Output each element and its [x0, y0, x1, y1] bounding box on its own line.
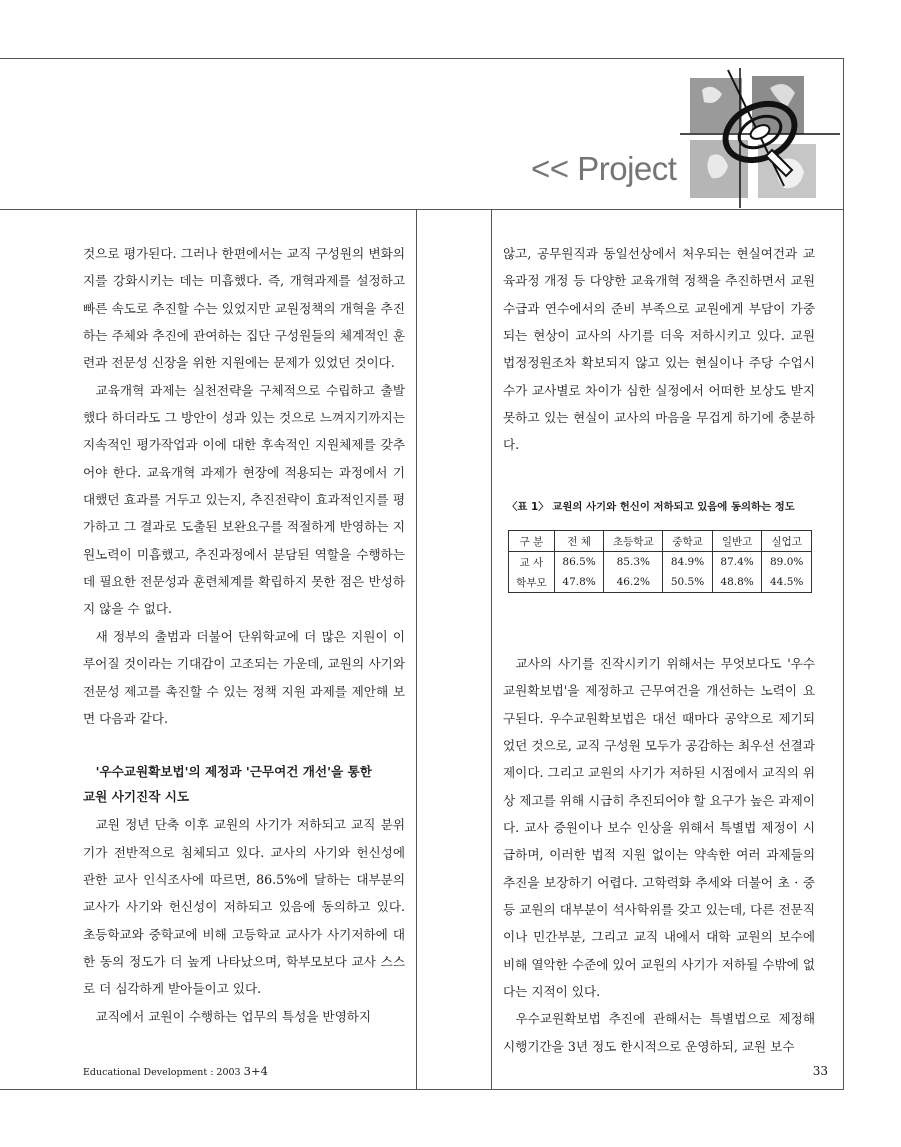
body-paragraph: 새 정부의 출범과 더불어 단위학교에 더 많은 지원이 이루어질 것이라는 기대감이 고조되는 가운데, 교원의 사기와 전문성 제고를 촉진할 수 있는 정책 지원 과제를 제안해 보면 다음과 같다.: [83, 628, 405, 726]
table-cell: 85.3%: [604, 552, 663, 573]
section-heading-line1: '우수교원확보법'의 제정과 '근무여건 개선'을 통한: [95, 764, 372, 780]
footer-publication-text: Educational Development : 2003: [83, 1067, 241, 1078]
table-header-cell: 전 체: [554, 531, 604, 552]
table-cell: 44.5%: [762, 572, 812, 593]
column-divider-left: [416, 209, 417, 1090]
header-right-rule: [843, 58, 844, 210]
table-header-cell: 실업고: [762, 531, 812, 552]
table-row: [509, 572, 812, 593]
table-header-cell: 초등학교: [604, 531, 663, 552]
table-cell: 50.5%: [663, 572, 713, 593]
table-cell: 교 사: [509, 552, 555, 573]
header-bottom-rule: [0, 209, 844, 210]
section-heading-line2: 교원 사기진작 시도: [83, 789, 190, 805]
project-logo-icon: [680, 68, 840, 208]
body-paragraph: 교원 정년 단축 이후 교원의 사기가 저하되고 교직 분위기가 전반적으로 침체되고 있다. 교사의 사기와 헌신성에 관한 교사 인식조사에 따르면, 86.5%에 달하는 대부분의 교사가 사기와 헌신성이 저하되고 있음에 동의하고 있다. 초등학교와 중학교에 비해 고등학교 교사가 사기저하에 대한 동의 정도가 더 높게 나타났으며, 학부모보다 교사 스스로 더 심각하게 받아들이고 있다.: [83, 817, 405, 997]
table-caption: 〈표 1〉 교원의 사기와 헌신이 저하되고 있음에 동의하는 정도: [507, 501, 795, 513]
header-top-rule: [0, 58, 844, 59]
table-cell: 84.9%: [663, 552, 713, 573]
body-paragraph: 않고, 공무원직과 동일선상에서 처우되는 현실여건과 교육과정 개정 등 다양한 교육개혁 정책을 추진하면서 교원 수급과 연수에서의 준비 부족으로 교원에게 부담이 가중되는 현상이 교사의 사기를 더욱 저하시키고 있다. 교원 법정정원조차 확보되지 않고 있는 현실이나 주당 수업시수가 교사별로 차이가 심한 실정에서 어떠한 보상도 받지 못하고 있는 현실이 교사의 마음을 무겁게 하기에 충분하다.: [503, 246, 815, 453]
table-cell: 학부모: [509, 572, 555, 593]
body-paragraph: 교사의 사기를 진작시키기 위해서는 무엇보다도 '우수교원확보법'을 제정하고 근무여건을 개선하는 노력이 요구된다. 우수교원확보법은 대선 때마다 공약으로 제기되었던 것으로, 교직 구성원 모두가 공감하는 최우선 선결과제이다. 그리고 교원의 사기가 저하된 시점에서 교직의 위상 제고를 위해 시급히 추진되어야 할 요구가 높은 과제이다. 교사 증원이나 보수 인상을 위해서 특별법 제정이 시급하며, 이러한 법적 지원 없이는 약속한 여러 과제들의 추진을 보장하기 어렵다. 고학력화 추세와 더불어 초 · 중등 교원의 대부분이 석사학위를 갖고 있는데, 다른 전문직이나 민간부분, 그리고 교직 내에서 대학 교원의 보수에 비해 열악한 수준에 있어 교원의 사기가 저하될 수밖에 없다는 지적이 있다.: [503, 656, 815, 1000]
table-header-row: [509, 531, 812, 552]
footer-issue: 3+4: [243, 1064, 268, 1078]
body-paragraph: 우수교원확보법 추진에 관해서는 특별법으로 제정해 시행기간을 3년 정도 한시적으로 운영하되, 교원 보수: [503, 1011, 815, 1054]
right-column-bottom: [503, 650, 815, 1060]
table-header-cell: 중학교: [663, 531, 713, 552]
table-header-cell: 일반고: [712, 531, 762, 552]
data-table: [508, 530, 812, 593]
table-cell: 86.5%: [554, 552, 604, 573]
body-paragraph: 교직에서 교원이 수행하는 업무의 특성을 반영하지: [95, 1008, 372, 1024]
table-cell: 89.0%: [762, 552, 812, 573]
frame-right-rule: [843, 209, 844, 1090]
section-title: << Project: [531, 150, 677, 187]
table-cell: 46.2%: [604, 572, 663, 593]
footer-rule: [0, 1089, 844, 1090]
left-column: [83, 240, 405, 1030]
table-cell: 87.4%: [712, 552, 762, 573]
section-heading: [83, 759, 405, 784]
body-paragraph: 것으로 평가된다. 그러나 한편에서는 교직 구성원의 변화의지를 강화시키는 데는 미흡했다. 즉, 개혁과제를 설정하고 빠른 속도로 추진할 수는 있었지만 교원정책의 개혁을 추진하는 주체와 추진에 관여하는 집단 구성원들의 체계적인 훈련과 전문성 신장을 위한 지원에는 문제가 있었던 것이다.: [83, 246, 405, 371]
column-divider-right: [491, 209, 492, 1090]
body-paragraph: 교육개혁 과제는 실천전략을 구체적으로 수립하고 출발했다 하더라도 그 방안이 성과 있는 것으로 느껴지기까지는 지속적인 평가작업과 이에 대한 후속적인 지원체제를 갖추어야 한다. 교육개혁 과제가 현장에 적용되는 과정에서 기대했던 효과를 거두고 있는지, 추진전략이 효과적인지를 평가하고 그 결과로 도출된 보완요구를 적절하게 반영하는 지원노력이 미흡했고, 추진과정에서 분담된 역할을 수행하는 데 필요한 전문성과 훈련체계를 확립하지 못한 점은 반성하지 않을 수 없다.: [83, 382, 405, 617]
page-number: 33: [812, 1064, 828, 1078]
table-header-cell: 구 분: [509, 531, 555, 552]
table-cell: 47.8%: [554, 572, 604, 593]
footer-publication: [83, 1064, 268, 1078]
table-cell: 48.8%: [712, 572, 762, 593]
right-column-top: [503, 240, 815, 459]
table-row: [509, 552, 812, 573]
